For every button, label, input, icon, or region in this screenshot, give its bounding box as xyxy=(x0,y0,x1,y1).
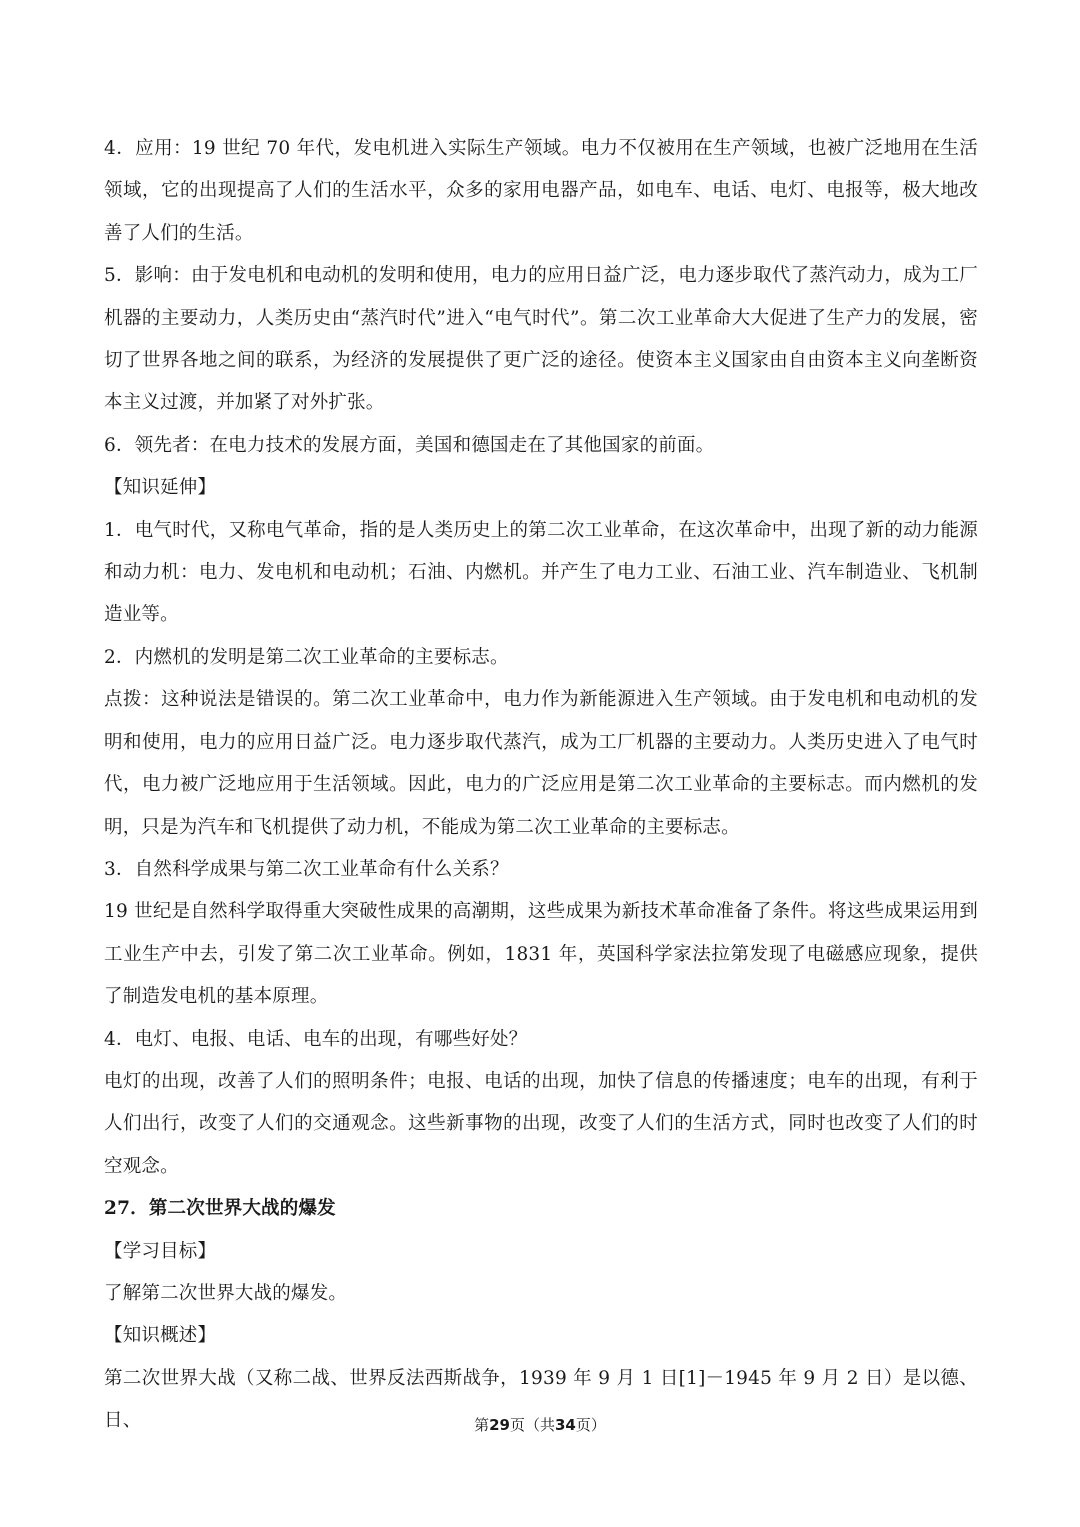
paragraph-overview: 第二次世界大战（又称二战、世界反法西斯战争，1939 年 9 月 1 日[1]－1945 年 9 月 2 日）是以德、日、 xyxy=(104,1367,978,1432)
paragraph-learning-goal: 了解第二次世界大战的爆发。 xyxy=(104,1282,348,1304)
section-heading-knowledge-extension: 【知识延伸】 xyxy=(104,477,217,499)
footer-prefix: 第 xyxy=(474,1416,490,1434)
total-pages-number: 34 xyxy=(555,1416,576,1434)
section-heading-learning-goals: 【学习目标】 xyxy=(104,1240,217,1262)
paragraph-electric-age: 1．电气时代，又称电气革命，指的是人类历史上的第二次工业革命，在这次革命中，出现了新的动力能源和动力机：电力、发电机和电动机；石油、内燃机。并产生了电力工业、石油工业、汽车制造业、飞机制造业等。 xyxy=(104,519,978,626)
footer-middle: 页（共 xyxy=(509,1416,555,1434)
paragraph-question-benefits: 4．电灯、电报、电话、电车的出现，有哪些好处？ xyxy=(104,1028,528,1050)
page-footer xyxy=(0,1414,1080,1435)
paragraph-application: 4．应用：19 世纪 70 年代，发电机进入实际生产领域。电力不仅被用在生产领域，也被广泛地用在生活领域，它的出现提高了人们的生活水平，众多的家用电器产品，如电车、电话、电灯、电报等，极大地改善了人们的生活。 xyxy=(104,138,978,244)
current-page-number: 29 xyxy=(489,1416,510,1434)
paragraph-question-science: 3．自然科学成果与第二次工业革命有什么关系？ xyxy=(104,858,509,880)
document-body xyxy=(104,128,978,1443)
paragraph-hint: 点拨：这种说法是错误的。第二次工业革命中，电力作为新能源进入生产领域。由于发电机和电动机的发明和使用，电力的应用日益广泛。电力逐步取代蒸汽，成为工厂机器的主要动力。人类历史进入了电气时代，电力被广泛地应用于生活领域。因此，电力的广泛应用是第二次工业革命的主要标志。而内燃机的发明，只是为汽车和飞机提供了动力机，不能成为第二次工业革命的主要标志。 xyxy=(104,689,978,838)
paragraph-influence: 5．影响：由于发电机和电动机的发明和使用，电力的应用日益广泛，电力逐步取代了蒸汽动力，成为工厂机器的主要动力，人类历史由“蒸汽时代”进入“电气时代”。第二次工业革命大大促进了生产力的发展，密切了世界各地之间的联系，为经济的发展提供了更广泛的途径。使资本主义国家由自由资本主义向垄断资本主义过渡，并加紧了对外扩张。 xyxy=(104,265,978,414)
paragraph-answer-benefits: 电灯的出现，改善了人们的照明条件；电报、电话的出现，加快了信息的传播速度；电车的出现，有利于人们出行，改变了人们的交通观念。这些新事物的出现，改变了人们的生活方式，同时也改变了人们的时空观念。 xyxy=(104,1070,978,1177)
paragraph-question-internal-combustion: 2．内燃机的发明是第二次工业革命的主要标志。 xyxy=(104,646,509,668)
paragraph-answer-science: 19 世纪是自然科学取得重大突破性成果的高潮期，这些成果为新技术革命准备了条件。将这些成果运用到工业生产中去，引发了第二次工业革命。例如，1831 年，英国科学家法拉第发现了电磁感应现象，提供了制造发电机的基本原理。 xyxy=(104,901,978,1008)
section-heading-overview: 【知识概述】 xyxy=(104,1325,217,1347)
footer-suffix: 页） xyxy=(575,1416,606,1434)
paragraph-leaders: 6．领先者：在电力技术的发展方面，美国和德国走在了其他国家的前面。 xyxy=(104,434,715,456)
chapter-title: 27．第二次世界大战的爆发 xyxy=(104,1198,336,1220)
